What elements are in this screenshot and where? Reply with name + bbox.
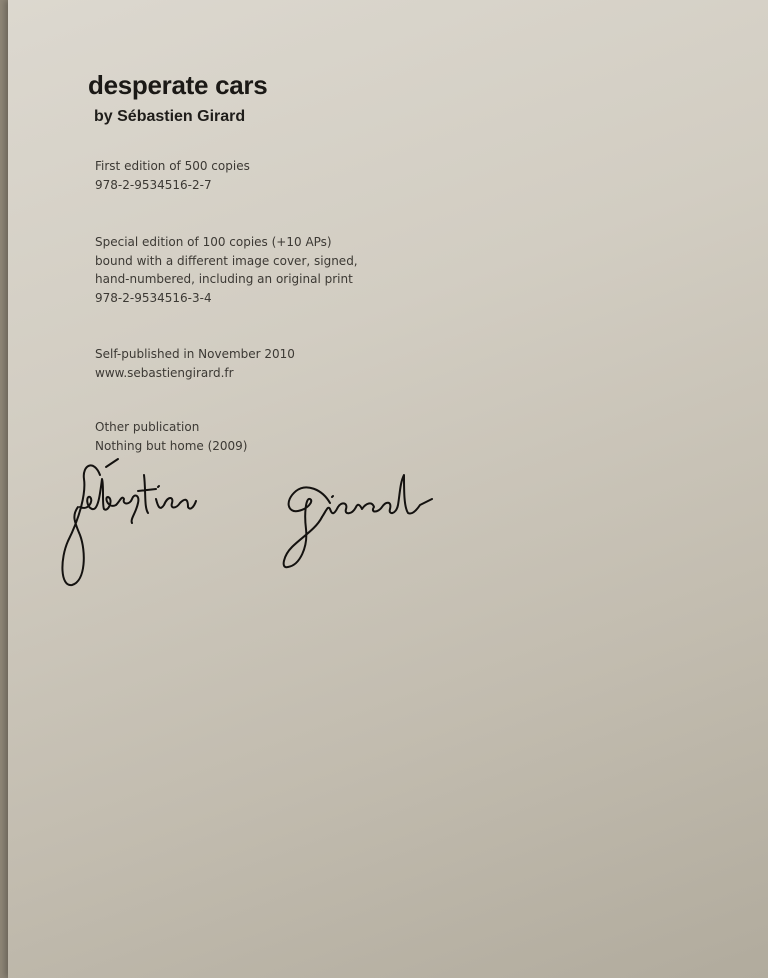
special-edition-isbn: 978-2-9534516-3-4 xyxy=(95,290,212,305)
special-edition-block xyxy=(95,233,358,307)
other-publication-title: Nothing but home (2009) xyxy=(95,438,248,453)
signature-strokes xyxy=(62,459,432,585)
book-title: desperate cars xyxy=(88,70,268,100)
handwritten-signature xyxy=(60,455,460,595)
other-publication-block xyxy=(95,418,247,455)
book-byline: by Sébastien Girard xyxy=(94,108,246,125)
first-edition-text: First edition of 500 copies xyxy=(95,159,250,173)
website-text: www.sebastiengirard.fr xyxy=(95,365,234,380)
special-edition-line-3: hand-numbered, including an original print xyxy=(95,272,353,286)
publication-block xyxy=(95,345,295,382)
other-publication-label: Other publication xyxy=(95,420,200,434)
first-edition-block xyxy=(95,157,250,194)
special-edition-line-1: Special edition of 100 copies (+10 APs) xyxy=(95,235,332,249)
special-edition-line-2: bound with a different image cover, signed, xyxy=(95,253,358,268)
publication-date: Self-published in November 2010 xyxy=(95,347,295,361)
first-edition-isbn: 978-2-9534516-2-7 xyxy=(95,177,212,192)
